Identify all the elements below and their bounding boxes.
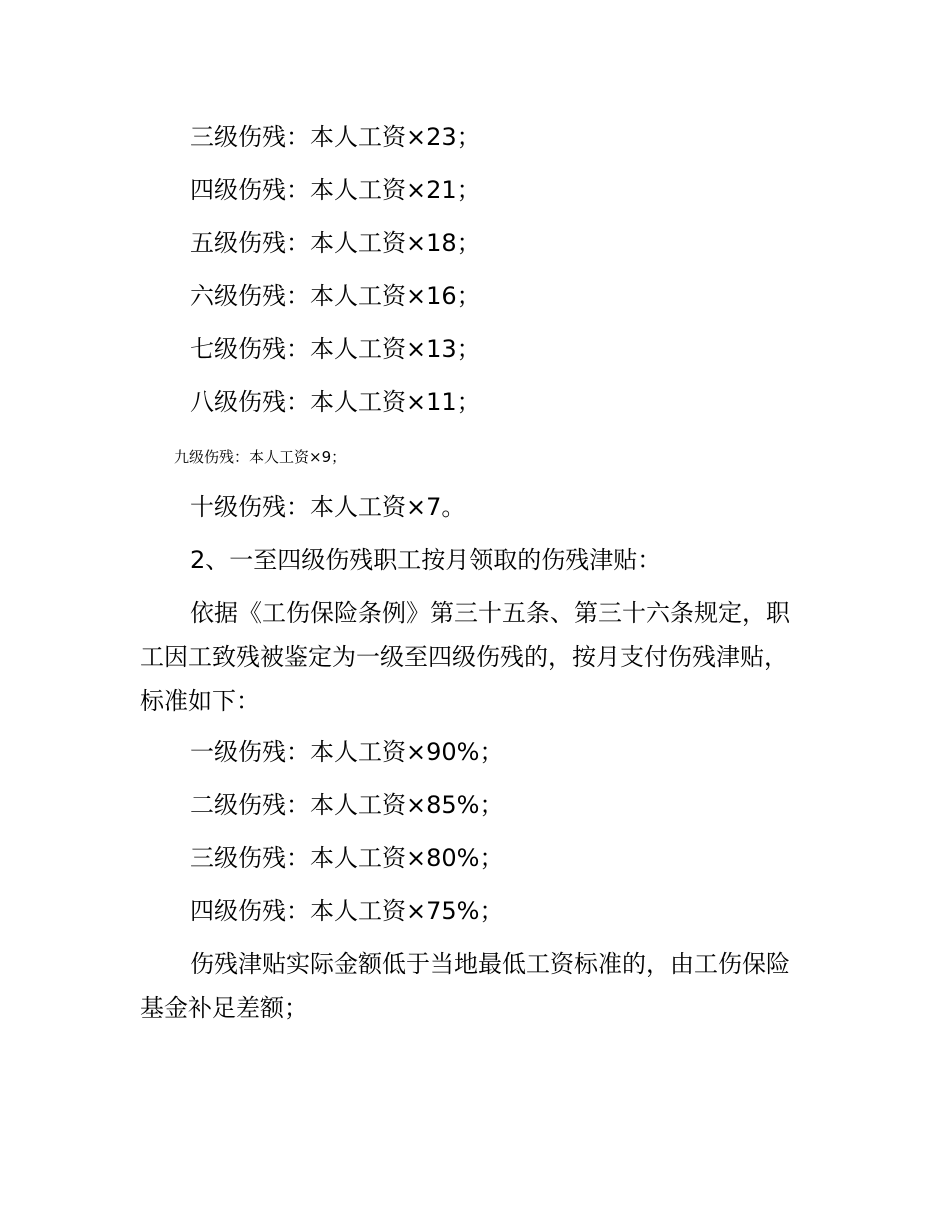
text-line: 三级伤残：本人工资×23； [190,123,481,151]
text-line-small: 九级伤残：本人工资×9； [174,448,347,466]
paragraph-line: 标准如下： [140,687,260,715]
text-line: 六级伤残：本人工资×16； [190,282,481,310]
text-line: 十级伤残：本人工资×7。 [190,493,466,521]
paragraph-line: 工因工致残被鉴定为一级至四级伤残的，按月支付伤残津贴， [140,643,788,671]
paragraph-line: 依据《工伤保险条例》第三十五条、第三十六条规定，职 [190,599,790,627]
text-line: 二级伤残：本人工资×85%； [190,791,504,819]
paragraph-line: 基金补足差额； [140,994,308,1022]
text-line: 三级伤残：本人工资×80%； [190,844,504,872]
text-line: 八级伤残：本人工资×11； [190,388,481,416]
text-line: 一级伤残：本人工资×90%； [190,738,504,766]
text-line: 四级伤残：本人工资×21； [190,176,481,204]
section-heading: 2、一至四级伤残职工按月领取的伤残津贴： [190,546,662,574]
text-line: 五级伤残：本人工资×18； [190,229,481,257]
text-line: 四级伤残：本人工资×75%； [190,897,504,925]
paragraph-line: 伤残津贴实际金额低于当地最低工资标准的，由工伤保险 [190,950,790,978]
text-line: 七级伤残：本人工资×13； [190,335,481,363]
